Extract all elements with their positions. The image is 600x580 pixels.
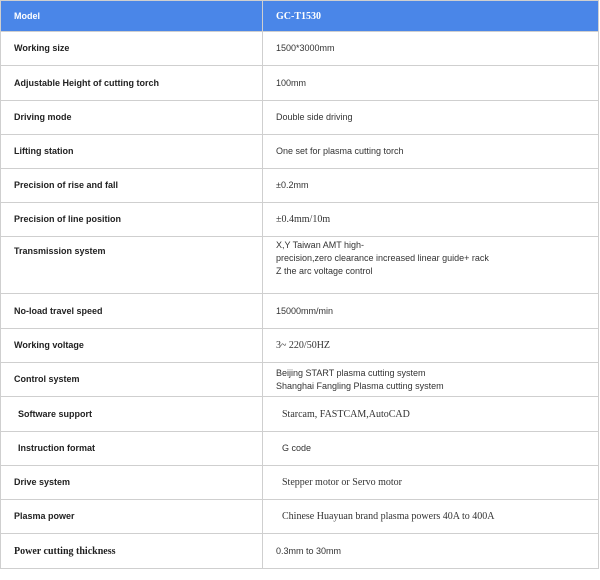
row-value: 0.3mm to 30mm xyxy=(263,534,599,569)
row-label: Working voltage xyxy=(1,329,263,363)
table-row xyxy=(1,237,599,294)
row-label: Software support xyxy=(1,397,263,432)
table-row xyxy=(1,432,599,466)
table-row xyxy=(1,203,599,237)
row-label: Transmission system xyxy=(1,237,263,294)
row-label: Lifting station xyxy=(1,135,263,169)
table-row xyxy=(1,294,599,329)
table-row xyxy=(1,500,599,534)
row-label: No-load travel speed xyxy=(1,294,263,329)
row-label: Working size xyxy=(1,32,263,66)
header-model-value: GC-T1530 xyxy=(263,1,599,32)
table-row xyxy=(1,169,599,203)
row-label: Drive system xyxy=(1,466,263,500)
row-value: Double side driving xyxy=(263,101,599,135)
row-value: G code xyxy=(263,432,599,466)
row-label: Plasma power xyxy=(1,500,263,534)
row-label: Precision of line position xyxy=(1,203,263,237)
row-value: One set for plasma cutting torch xyxy=(263,135,599,169)
row-value: ±0.2mm xyxy=(263,169,599,203)
table-row xyxy=(1,363,599,397)
table-row xyxy=(1,397,599,432)
table-row xyxy=(1,32,599,66)
row-value: X,Y Taiwan AMT high- precision,zero clearance increased linear guide+ rack Z the arc voltage control xyxy=(263,237,599,294)
row-label: Driving mode xyxy=(1,101,263,135)
row-value: 15000mm/min xyxy=(263,294,599,329)
header-label: Model xyxy=(1,1,263,32)
row-label: Power cutting thickness xyxy=(1,534,263,569)
table-header-row xyxy=(1,1,599,32)
table-row xyxy=(1,101,599,135)
row-value: Stepper motor or Servo motor xyxy=(263,466,599,500)
table-row xyxy=(1,329,599,363)
row-value: Starcam, FASTCAM,AutoCAD xyxy=(263,397,599,432)
row-value: 1500*3000mm xyxy=(263,32,599,66)
table-row xyxy=(1,135,599,169)
row-value: ±0.4mm/10m xyxy=(263,203,599,237)
row-label: Precision of rise and fall xyxy=(1,169,263,203)
row-value: Beijing START plasma cutting system Shanghai Fangling Plasma cutting system xyxy=(263,363,599,397)
row-label: Control system xyxy=(1,363,263,397)
table-row xyxy=(1,66,599,101)
row-label: Instruction format xyxy=(1,432,263,466)
table-row xyxy=(1,466,599,500)
table-row xyxy=(1,534,599,569)
row-value: 100mm xyxy=(263,66,599,101)
row-value: Chinese Huayuan brand plasma powers 40A to 400A xyxy=(263,500,599,534)
row-label: Adjustable Height of cutting torch xyxy=(1,66,263,101)
row-value: 3~ 220/50HZ xyxy=(263,329,599,363)
